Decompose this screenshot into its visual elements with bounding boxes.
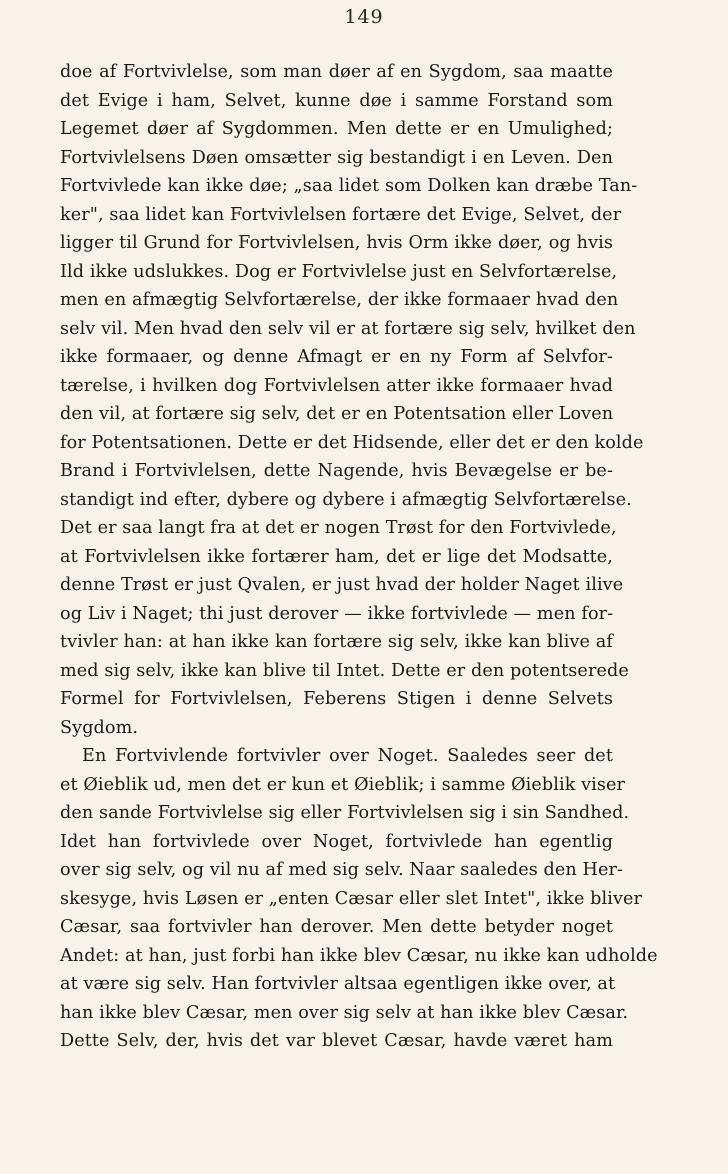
text-line: Legemet døer af Sygdommen. Men dette er en Umulighed;: [60, 119, 613, 139]
text-line: den sande Fortvivlelse sig eller Fortvivlelsen sig i sin Sandhed.: [60, 803, 630, 823]
text-line: at Fortvivlelsen ikke fortærer ham, det er lige det Modsatte,: [60, 546, 613, 567]
text-line: det Evige i ham, Selvet, kunne døe i samme Forstand som: [60, 90, 613, 111]
text-line: han ikke blev Cæsar, men over sig selv at han ikke blev Cæsar.: [60, 1002, 629, 1023]
text-line: En Fortvivlende fortvivler over Noget. Saaledes seer det: [82, 746, 613, 766]
text-line: for Potentsationen. Dette er det Hidsende, eller det er den kolde: [60, 432, 644, 453]
text-line: Det er saa langt fra at det er nogen Trøst for den Fortvivlede,: [60, 518, 617, 538]
text-line: ker", saa lidet kan Fortvivlelsen fortære det Evige, Selvet, der: [60, 204, 622, 225]
page-number: 149: [344, 6, 384, 28]
text-line: et Øieblik ud, men det er kun et Øieblik; i samme Øieblik viser: [60, 774, 626, 795]
text-line: tvivler han: at han ikke kan fortære sig selv, ikke kan blive af: [60, 632, 613, 652]
paragraph: [60, 742, 658, 1056]
text-line: over sig selv, og vil nu af med sig selv. Naar saaledes den Her-: [60, 860, 624, 880]
body-text: [60, 58, 658, 1056]
text-line: ikke formaaer, og denne Afmagt er en ny Form af Selvfor-: [60, 347, 613, 367]
text-line: Sygdom.: [60, 717, 139, 738]
text-line: den vil, at fortære sig selv, det er en Potentsation eller Loven: [60, 404, 614, 424]
text-line: Idet han fortvivlede over Noget, fortvivlede han egentlig: [60, 831, 613, 852]
text-line: Formel for Fortvivlelsen, Feberens Stigen i denne Selvets: [60, 689, 613, 709]
text-line: ligger til Grund for Fortvivlelsen, hvis Orm ikke døer, og hvis: [60, 233, 613, 253]
text-line: doe af Fortvivlelse, som man døer af en Sygdom, saa maatte: [60, 62, 613, 82]
text-line: Andet: at han, just forbi han ikke blev Cæsar, nu ikke kan udholde: [60, 945, 658, 966]
text-line: tærelse, i hvilken dog Fortvivlelsen atter ikke formaaer hvad: [60, 375, 613, 396]
text-line: og Liv i Naget; thi just derover — ikke fortvivlede — men for-: [60, 603, 614, 624]
text-line: skesyge, hvis Løsen er „enten Cæsar eller slet Intet", ikke bliver: [60, 888, 643, 909]
text-line: med sig selv, ikke kan blive til Intet. Dette er den potentserede: [60, 660, 629, 681]
text-line: men en afmægtig Selvfortærelse, der ikke formaaer hvad den: [60, 290, 619, 310]
text-line: selv vil. Men hvad den selv vil er at fortære sig selv, hvilket den: [60, 318, 636, 339]
text-line: Dette Selv, der, hvis det var blevet Cæsar, havde været ham: [60, 1031, 613, 1051]
text-line: Cæsar, saa fortvivler han derover. Men dette betyder noget: [60, 917, 613, 937]
text-line: standigt ind efter, dybere og dybere i afmægtig Selvfortærelse.: [60, 489, 632, 510]
text-line: denne Trøst er just Qvalen, er just hvad der holder Naget ilive: [60, 575, 624, 595]
text-line: Ild ikke udslukkes. Dog er Fortvivlelse just en Selvfortærelse,: [60, 261, 618, 282]
text-line: Brand i Fortvivlelsen, dette Nagende, hvis Bevægelse er be-: [60, 461, 613, 481]
text-line: Fortvivlede kan ikke døe; „saa lidet som Dolken kan dræbe Tan-: [60, 176, 638, 196]
text-line: at være sig selv. Han fortvivler altsaa egentligen ikke over, at: [60, 974, 616, 994]
paragraph: [60, 58, 644, 742]
text-line: Fortvivlelsens Døen omsætter sig bestandigt i en Leven. Den: [60, 147, 613, 168]
